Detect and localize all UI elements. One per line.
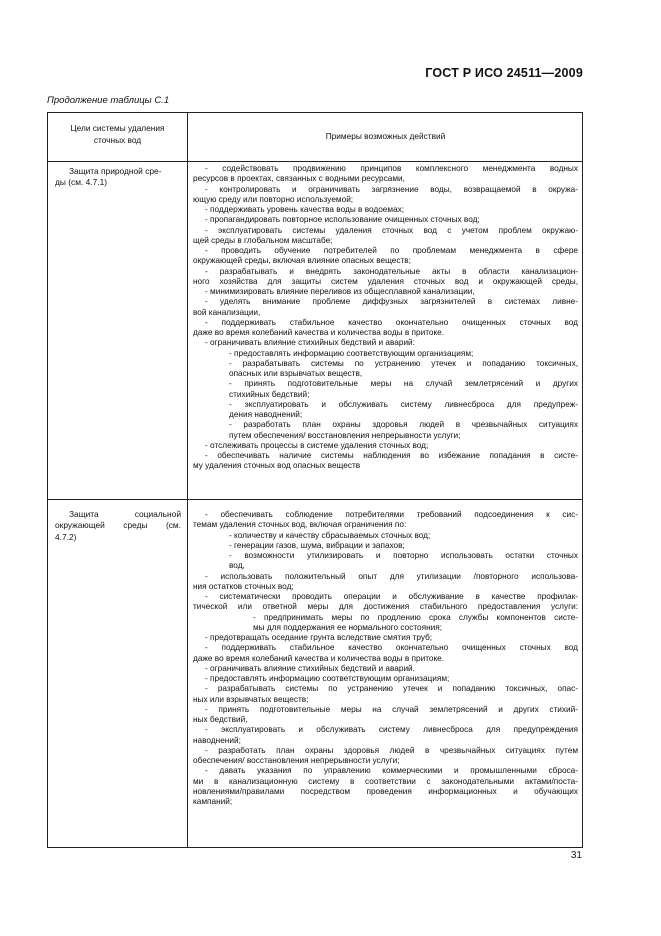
row-divider — [48, 499, 582, 500]
column-header-actions: Примеры возможных действий — [325, 131, 446, 141]
header-divider — [48, 161, 582, 162]
table-continuation-caption: Продолжение таблицы С.1 — [47, 95, 170, 106]
actions-table — [47, 112, 583, 848]
goal-cell-natural-environment: Защита природной сре- ды (см. 4.7.1) — [55, 166, 162, 188]
column-header-goals: Цели системы удаления сточных вод — [70, 123, 165, 145]
actions-cell-natural-environment: - содействовать продвижению принципов комплексного менеджмента водных ресурсов в проектах, связанных с водными ресурсами, - контролировать и ограничивать загрязнение воды, возвращаемой в окружа- ющую среду или повторно используемой; - поддерживать уровень качества воды в водоемах; - пропагандировать повторное использование очищенных сточных вод; - эксплуатировать системы удаления сточных вод с учетом проблем окружаю- щей среды в глобальном масштабе; - проводить обучение потребителей по проблемам менеджмента в сфере окружающей среды, включая влияние опасных веществ; - разрабатывать и внедрять законодательные акты в области канализацион- ного хозяйства для защиты систем удаления сточных вод и окружающей среды, - минимизировать влияние переливов из общесплавной канализации, - уделять внимание проблеме диффузных загрязнителей в системах ливне- вой канализации, - поддерживать стабильное качество окончательно очищенных сточных вод даже во время колебаний качества и количества воды в притоке. - ограничивать влияние стихийных бедствий и аварий: - предоставлять информацию соответствующим организациям; - разрабатывать системы по устранению утечек и попаданию токсичных, опасных или взрывчатых веществ, - принять подготовительные меры на случай землетрясений и других стихийных бедствий; - эксплуатировать и обслуживать систему ливнесброса для предупреж- дения наводнений; - разработать план охраны здоровья людей в чрезвычайных ситуациях путем обеспечения/ восстановления непрерывности услуги; - отслеживать процессы в системе удаления сточных вод; - обеспечивать наличие системы наблюдения во избежание попадания в систе- му удаления сточных вод опасных веществ — [193, 164, 578, 471]
column-divider — [187, 113, 188, 847]
goal-cell-social-environment: Защита социальной окружающей среды (см. 4.7.2) — [55, 509, 181, 542]
page-number: 31 — [570, 850, 582, 861]
standard-designation: ГОСТ Р ИСО 24511—2009 — [425, 66, 583, 80]
actions-cell-social-environment: - обеспечивать соблюдение потребителями требований подсоединения к сис- темам удаления сточных вод, включая ограничения по: - количеству и качеству сбрасываемых сточных вод; - генерации газов, шума, вибрации и запахов; - возможности утилизировать и повторно использовать остатки сточных вод, - использовать положительный опыт для утилизации /повторного использова- ния остатков сточных вод; - систематически проводить операции и обслуживание в качестве профилак- тической или ответной меры для достижения стабильного предоставления услуги: - предпринимать меры по продлению срока службы компонентов систе- мы для поддержания ее нормального состояния; - предотвращать оседание грунта вследствие смятия труб; - поддерживать стабильное качество окончательно очищенных сточных вод даже во время колебаний качества и количества воды в притоке. - ограничивать влияние стихийных бедствий и аварий. - предоставлять информацию соответствующим организациям; - разрабатывать системы по устранению утечек и попаданию токсичных, опас- ных или взрывчатых веществ; - принять подготовительные меры на случай землетрясений и других стихий- ных бедствий, - эксплуатировать и обслуживать систему ливнесброса для предупреждения наводнений; - разработать план охраны здоровья людей в чрезвычайных ситуациях путем обеспечения/ восстановления непрерывности услуги; - давать указания по управлению коммерческими и промышленными сброса- ми в канализационную систему в соответствии с законодательными актами/поста- новлениями/правилами посредством проведения информационных и обучающих кампаний; — [193, 510, 578, 806]
